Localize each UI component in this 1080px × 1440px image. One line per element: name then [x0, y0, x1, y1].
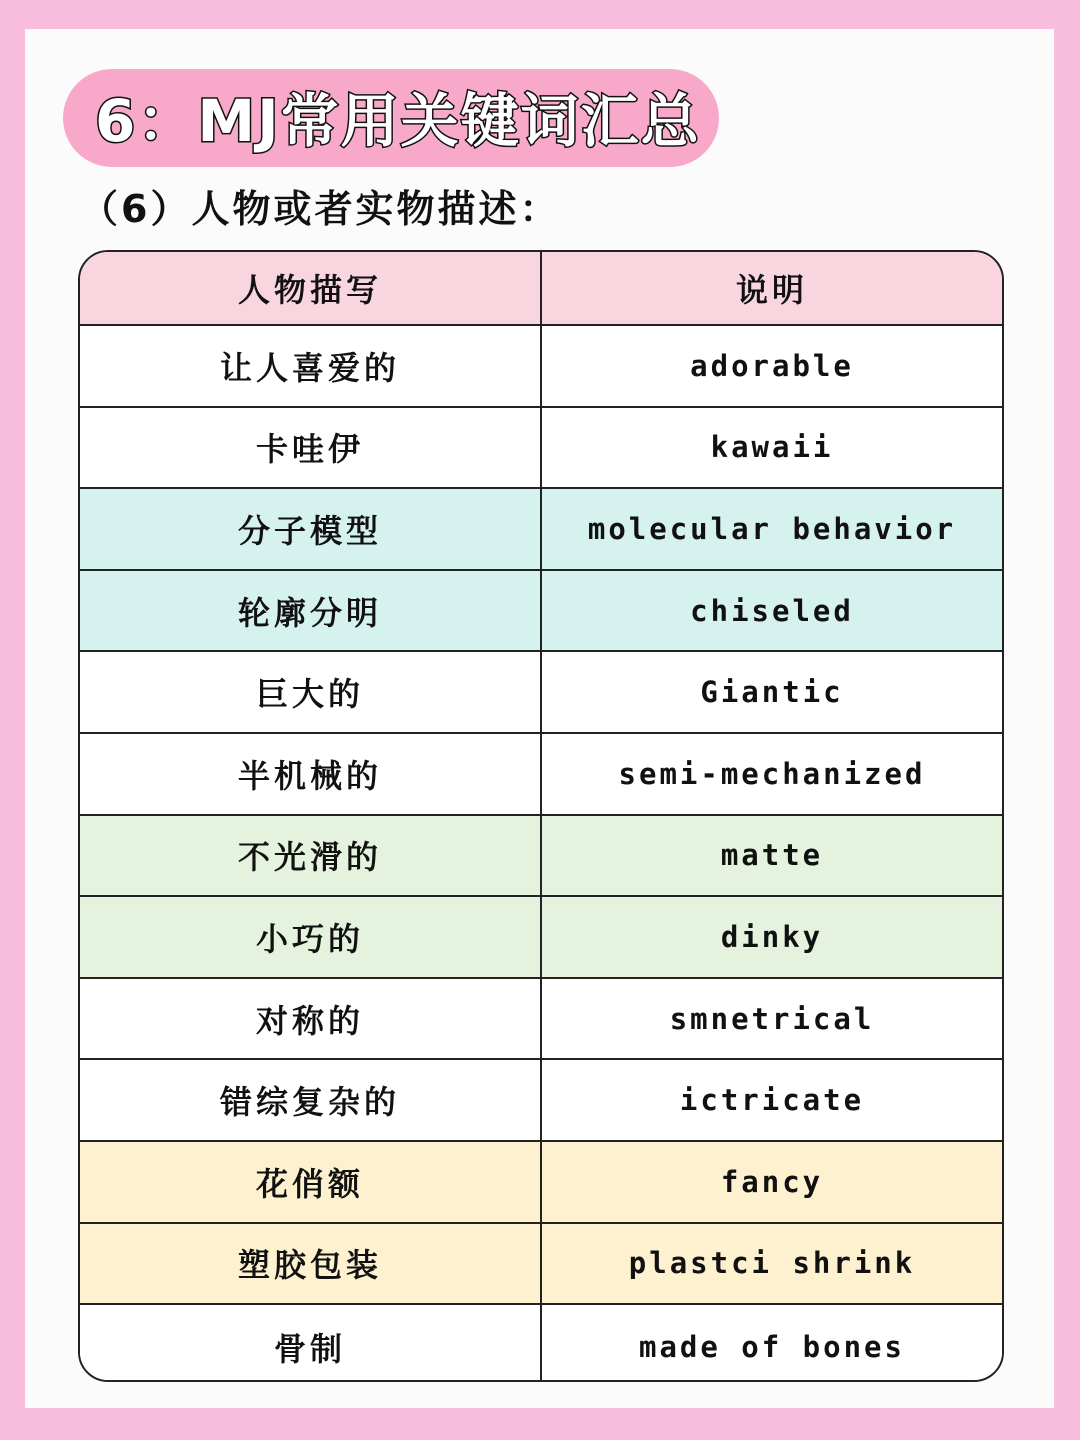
- term-cell: 卡哇伊: [80, 408, 542, 488]
- table-row: [80, 816, 1002, 898]
- term-cell: 半机械的: [80, 734, 542, 814]
- term-cell: 轮廓分明: [80, 571, 542, 651]
- english-cell: adorable: [690, 348, 854, 383]
- table-row: [80, 571, 1002, 653]
- table-row: [80, 1142, 1002, 1224]
- term-cell: 分子模型: [80, 489, 542, 569]
- table-header-row: [80, 252, 1002, 326]
- english-cell: semi-mechanized: [618, 756, 926, 791]
- english-cell: ictricate: [679, 1083, 865, 1118]
- table-row: [80, 326, 1002, 408]
- english-cell: smnetrical: [669, 1001, 875, 1036]
- table-row: [80, 1224, 1002, 1306]
- table-row: [80, 408, 1002, 490]
- english-cell: dinky: [720, 919, 824, 954]
- table-row: [80, 652, 1002, 734]
- column-header-term: 人物描写: [80, 252, 542, 324]
- english-cell: matte: [720, 838, 824, 873]
- term-cell: 对称的: [80, 979, 542, 1059]
- english-cell: chiseled: [690, 593, 854, 628]
- table-row: [80, 489, 1002, 571]
- table-row: [80, 734, 1002, 816]
- term-cell: 小巧的: [80, 897, 542, 977]
- column-header-description: 说明: [735, 271, 808, 309]
- table-row: [80, 1060, 1002, 1142]
- english-cell: molecular behavior: [587, 511, 957, 546]
- english-cell: fancy: [720, 1164, 824, 1199]
- english-cell: plastci shrink: [628, 1246, 916, 1281]
- page-title: 6：MJ常用关键词汇总: [95, 87, 701, 155]
- table-row: [80, 1305, 1002, 1382]
- term-cell: 花俏额: [80, 1142, 542, 1222]
- term-cell: 让人喜爱的: [80, 326, 542, 406]
- english-cell: Giantic: [700, 675, 844, 710]
- table-row: [80, 897, 1002, 979]
- term-cell: 塑胶包装: [80, 1224, 542, 1304]
- section-subtitle: （6）人物或者实物描述：: [80, 187, 561, 231]
- term-cell: 错综复杂的: [80, 1060, 542, 1140]
- table-row: [80, 979, 1002, 1061]
- term-cell: 骨制: [80, 1305, 542, 1382]
- keyword-table: [78, 250, 1004, 1382]
- term-cell: 巨大的: [80, 652, 542, 732]
- term-cell: 不光滑的: [80, 816, 542, 896]
- english-cell: made of bones: [639, 1329, 905, 1364]
- table-body: [80, 326, 1002, 1382]
- english-cell: kawaii: [710, 430, 834, 465]
